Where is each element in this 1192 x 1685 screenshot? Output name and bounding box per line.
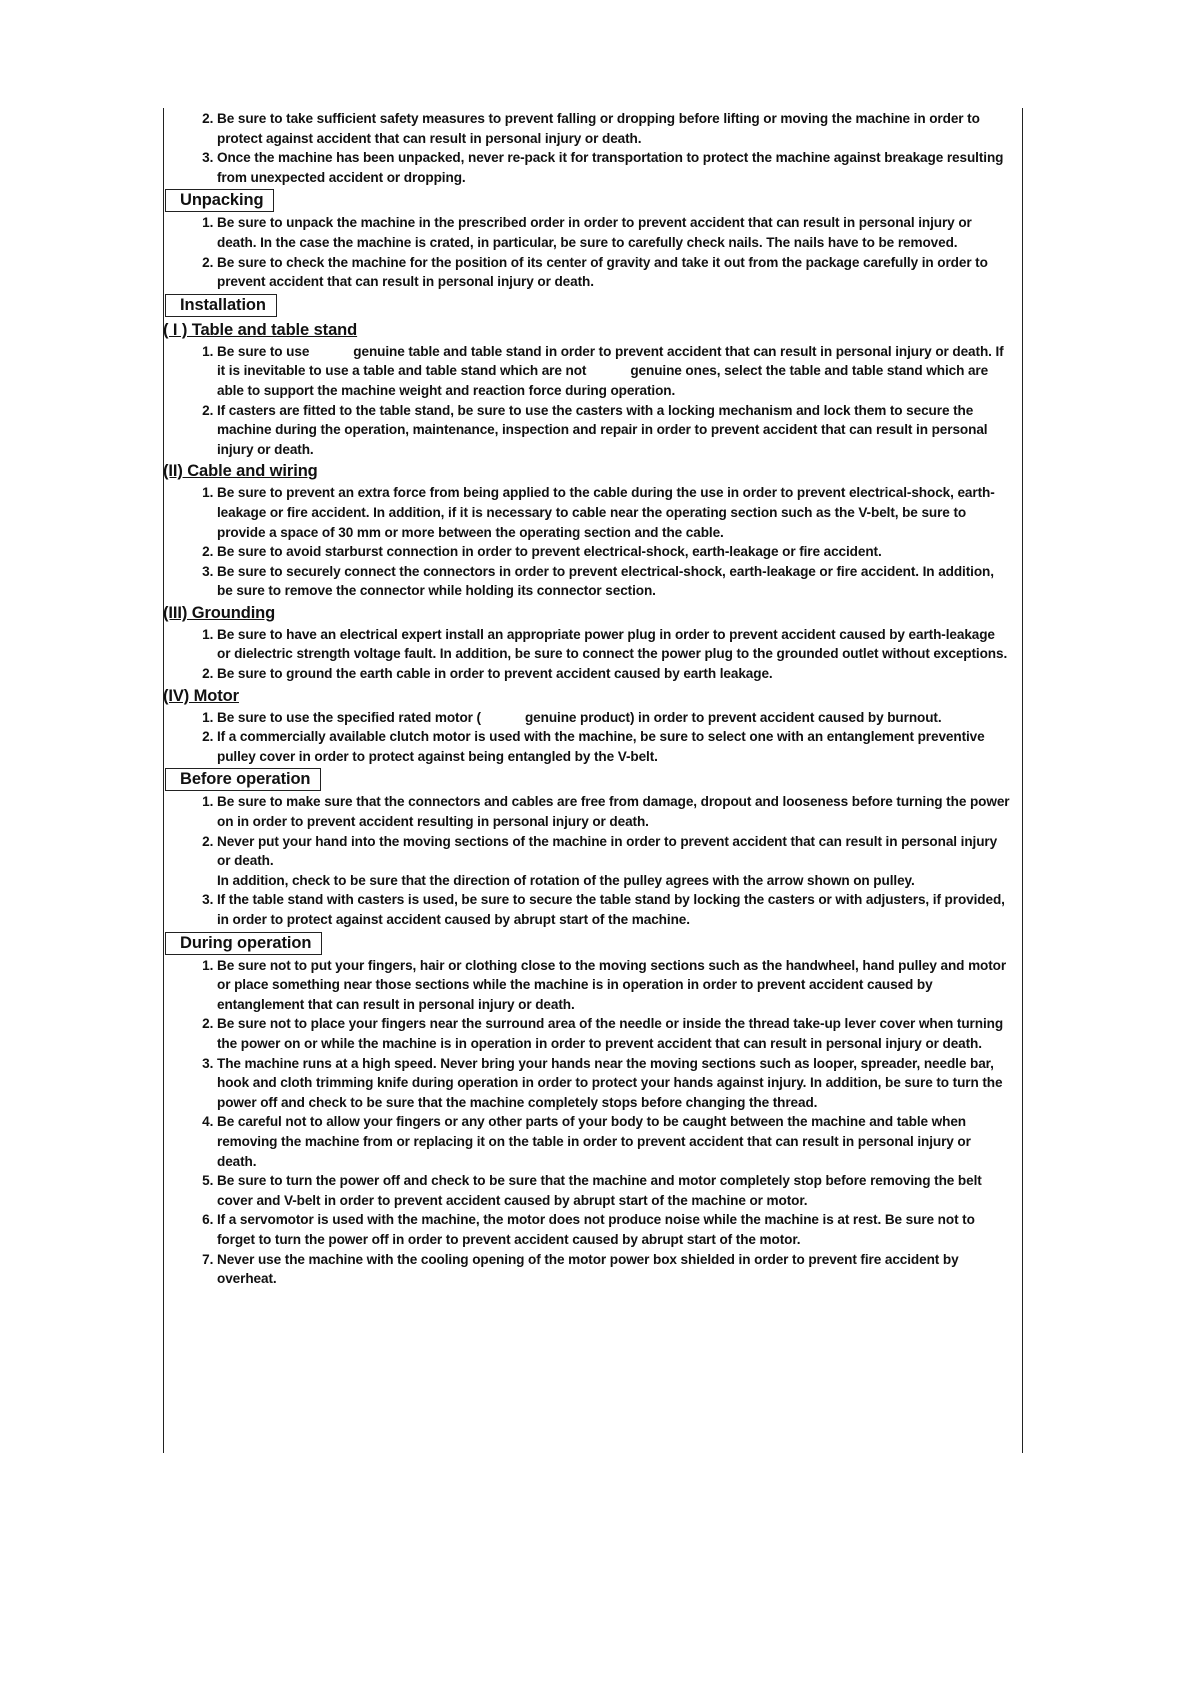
table-stand-item-1-a: Be sure to use <box>217 343 310 359</box>
motor-list <box>173 708 1011 767</box>
during-operation-list <box>173 956 1011 1289</box>
motor-item-1-b: genuine product) in order to prevent accident caused by burnout. <box>524 709 942 725</box>
motor-item-1-a: Be sure to use the specified rated motor ( <box>217 709 481 725</box>
table-stand-item-1-c: genuine ones, select the table and table stand which are able to support the machine weight and reaction force during operation. <box>217 363 989 398</box>
before-operation-item-3: 3. If the table stand with casters is used, be sure to secure the table stand by locking the casters or with adjusters, if provided, in order to protect against accident caused by abrupt start of the machine. <box>217 890 1011 929</box>
grounding-list <box>173 625 1011 684</box>
unpacking-list <box>173 213 1011 291</box>
table-stand-heading: ( I ) Table and table stand <box>163 320 358 339</box>
unpacking-heading: Unpacking <box>165 189 274 212</box>
cable-wiring-list <box>173 483 1011 601</box>
cable-wiring-item-2: 2. Be sure to avoid starburst connection in order to prevent electrical-shock, earth-leakage or fire accident. <box>217 542 1011 562</box>
motor-heading: (IV) Motor <box>163 686 239 705</box>
during-operation-heading: During operation <box>165 932 322 955</box>
during-operation-item-3: 3. The machine runs at a high speed. Never bring your hands near the moving sections such as looper, spreader, needle bar, hook and cloth trimming knife during operation in order to protect your hands against injury. In addition, be sure to turn the power off and check to be sure that the machine completely stops before changing the thread. <box>217 1054 1011 1113</box>
during-operation-item-6: 6. If a servomotor is used with the machine, the motor does not produce noise while the machine is at rest. Be sure not to forget to turn the power off in order to prevent accident caused by abrupt start of the motor. <box>217 1210 1011 1249</box>
during-operation-item-2: 2. Be sure not to place your fingers near the surround area of the needle or inside the thread take-up lever cover when turning the power on or while the machine is in operation in order to prevent accident that can result in personal injury or death. <box>217 1014 1011 1053</box>
during-operation-item-7: 7. Never use the machine with the cooling opening of the motor power box shielded in order to prevent fire accident by overheat. <box>217 1250 1011 1289</box>
intro-item-3: 3. Once the machine has been unpacked, never re-pack it for transportation to protect the machine against breakage resulting from unexpected accident or dropping. <box>217 148 1011 187</box>
cable-wiring-item-3: 3. Be sure to securely connect the connectors in order to prevent electrical-shock, earth-leakage or fire accident. In addition, be sure to remove the connector while holding its connector section. <box>217 562 1011 601</box>
cable-wiring-heading: (II) Cable and wiring <box>163 462 318 481</box>
during-operation-item-4: 4. Be careful not to allow your fingers or any other parts of your body to be caught between the machine and table when removing the machine from or replacing it on the table in order to prevent accident that can result in personal injury or death. <box>217 1112 1011 1171</box>
grounding-item-1: 1. Be sure to have an electrical expert install an appropriate power plug in order to prevent accident caused by earth-leakage or dielectric strength voltage fault. In addition, be sure to connect the power plug to the grounded outlet without exceptions. <box>217 625 1011 664</box>
table-stand-item-1-b: genuine table and table stand in order to prevent accident that can result in personal injury or death. If it is inevitable to use a table and table stand which are not <box>217 343 1004 379</box>
unpacking-item-1: 1. Be sure to unpack the machine in the prescribed order in order to prevent accident that can result in personal injury or death. In the case the machine is crated, in particular, be sure to carefully check nails. The nails have to be removed. <box>217 213 1011 252</box>
before-operation-item-2-text: Never put your hand into the moving sections of the machine in order to prevent accident that can result in personal injury or death. <box>217 833 998 869</box>
installation-heading: Installation <box>165 294 277 317</box>
table-stand-item-1 <box>217 342 1011 401</box>
cable-wiring-item-1: 1. Be sure to prevent an extra force from being applied to the cable during the use in order to prevent electrical-shock, earth-leakage or fire accident. In addition, if it is necessary to cable near the operating section such as the V-belt, be sure to provide a space of 30 mm or more between the operating section and the cable. <box>217 483 1011 542</box>
intro-list <box>173 109 1011 187</box>
table-stand-item-2: 2. If casters are fitted to the table stand, be sure to use the casters with a locking mechanism and lock them to secure the machine during the operation, maintenance, inspection and repair in order to prevent accident that can result in personal injury or death. <box>217 401 1011 460</box>
safety-document <box>163 109 1011 1289</box>
before-operation-heading: Before operation <box>165 768 321 791</box>
before-operation-item-2 <box>217 832 1011 891</box>
during-operation-item-1: 1. Be sure not to put your fingers, hair or clothing close to the moving sections such as the handwheel, hand pulley and motor or place something near those sections while the machine is in operation in order to prevent accident caused by entanglement that can result in personal injury or death. <box>217 956 1011 1015</box>
table-stand-list <box>173 342 1011 460</box>
before-operation-item-2-note: In addition, check to be sure that the direction of rotation of the pulley agrees with the arrow shown on pulley. <box>217 872 915 888</box>
unpacking-item-2: 2. Be sure to check the machine for the position of its center of gravity and take it out from the package carefully in order to prevent accident that can result in personal injury or death. <box>217 253 1011 292</box>
during-operation-item-5: 5. Be sure to turn the power off and check to be sure that the machine and motor completely stop before removing the belt cover and V-belt in order to prevent accident caused by abrupt start of the machine or motor. <box>217 1171 1011 1210</box>
intro-item-2: 2. Be sure to take sufficient safety measures to prevent falling or dropping before lifting or moving the machine in order to protect against accident that can result in personal injury or death. <box>217 109 1011 148</box>
motor-item-1 <box>217 708 1011 728</box>
before-operation-item-1: 1. Be sure to make sure that the connectors and cables are free from damage, dropout and looseness before turning the power on in order to prevent accident resulting in personal injury or death. <box>217 792 1011 831</box>
before-operation-list <box>173 792 1011 929</box>
motor-item-2: 2. If a commercially available clutch motor is used with the machine, be sure to select one with an entanglement preventive pulley cover in order to protect against being entangled by the V-belt. <box>217 727 1011 766</box>
grounding-item-2: 2. Be sure to ground the earth cable in order to prevent accident caused by earth leakage. <box>217 664 1011 684</box>
grounding-heading: (III) Grounding <box>163 603 276 622</box>
